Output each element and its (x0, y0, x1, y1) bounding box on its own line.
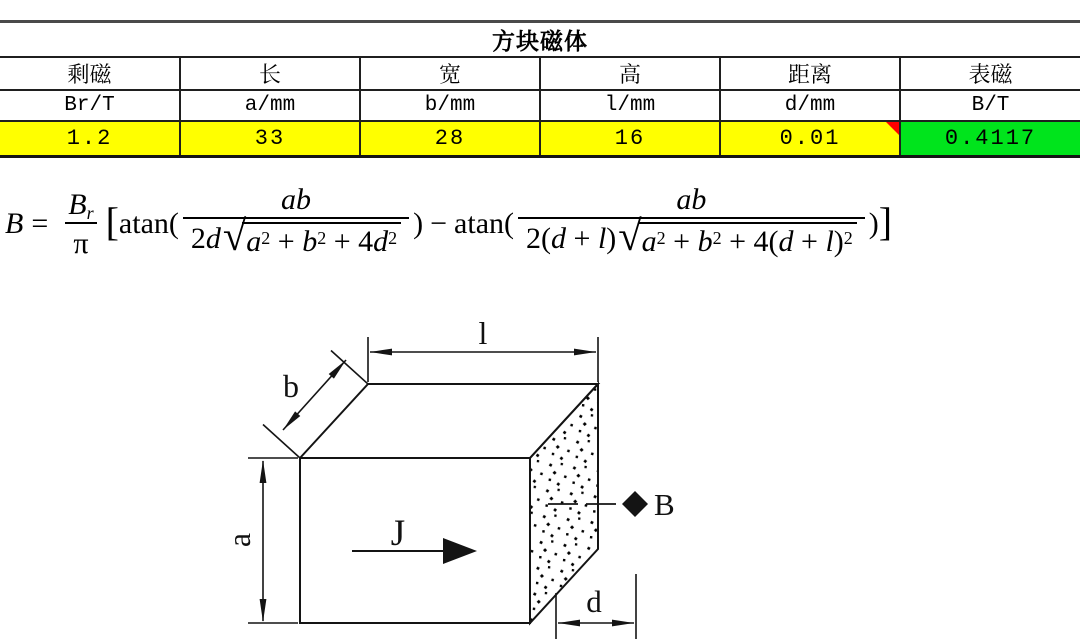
label-l: l (478, 315, 488, 351)
symbol-b: b/mm (360, 90, 540, 121)
term2-coef-open: 2( (526, 222, 552, 256)
symbol-l: l/mm (540, 90, 720, 121)
arrowhead-left (558, 620, 580, 627)
header-height: 高 (540, 57, 720, 90)
close-paren-2: ) (868, 207, 879, 240)
label-b: b (283, 368, 299, 404)
close-bracket: ] (878, 199, 893, 244)
term1-coef-digit: 2 (190, 222, 206, 256)
header-distance: 距离 (720, 57, 900, 90)
arrowhead-up (329, 360, 346, 379)
label-a: a (221, 532, 257, 548)
cell-B-result[interactable]: 0.4117 (900, 121, 1080, 157)
header-surface-field: 表磁 (900, 57, 1080, 90)
magnet-front-face (300, 458, 530, 623)
cell-b-value[interactable]: 28 (360, 121, 540, 157)
arrowhead-down (283, 411, 300, 430)
header-remanence: 剩磁 (0, 57, 180, 90)
label-B: B (654, 487, 675, 522)
arrowhead-up (260, 460, 267, 483)
cell-a-value[interactable]: 33 (180, 121, 360, 157)
atan-2: atan( (454, 207, 515, 240)
header-width: 宽 (360, 57, 540, 90)
dim-a (221, 458, 298, 623)
cell-d-text: 0.01 (779, 126, 841, 151)
diamond-icon (622, 491, 648, 517)
term1-coef-var: d (205, 222, 221, 256)
radical-sign: √ (222, 213, 247, 261)
term2-denominator: $2(d + l)√a^2 + b^2 + 4(d + l)^2$ (518, 217, 865, 265)
term2-numerator: ab (676, 183, 707, 217)
symbol-d: d/mm (720, 90, 900, 121)
symbol-Br: Br/T (0, 90, 180, 121)
term1-numerator: ab (281, 183, 311, 217)
arrowhead-left (370, 349, 392, 356)
term2-radicand: $a^2 + b^2 + 4(d + l)^2$ (638, 222, 857, 258)
symbol-B: B/T (900, 90, 1080, 121)
arrowhead-down (260, 599, 267, 622)
formula-lhs: B (5, 207, 24, 240)
symbol-a: a/mm (180, 90, 360, 121)
arrowhead-right (574, 349, 596, 356)
minus-sign: − (430, 207, 448, 240)
table-title: 方块磁体 (0, 22, 1080, 58)
radical-sign: √ (618, 213, 642, 261)
dim-l (368, 315, 598, 382)
coef-denominator-pi: π (65, 222, 96, 260)
atan-1: atan( (118, 207, 179, 240)
label-d: d (586, 584, 602, 619)
equals-sign: = (31, 207, 49, 240)
label-J: J (390, 513, 406, 554)
close-paren-1: ) (413, 207, 424, 240)
cell-Br-value[interactable]: 1.2 (0, 121, 180, 157)
term1-radicand: $a^2 + b^2 + 4d^2$ (242, 222, 401, 258)
coef-subscript: r (86, 203, 94, 224)
arrowhead-right (612, 620, 634, 627)
open-bracket: [ (105, 199, 119, 244)
coef-numerator: B (68, 188, 87, 221)
cell-l-value[interactable]: 16 (540, 121, 720, 157)
header-length: 长 (180, 57, 360, 90)
dim-d (556, 574, 636, 639)
